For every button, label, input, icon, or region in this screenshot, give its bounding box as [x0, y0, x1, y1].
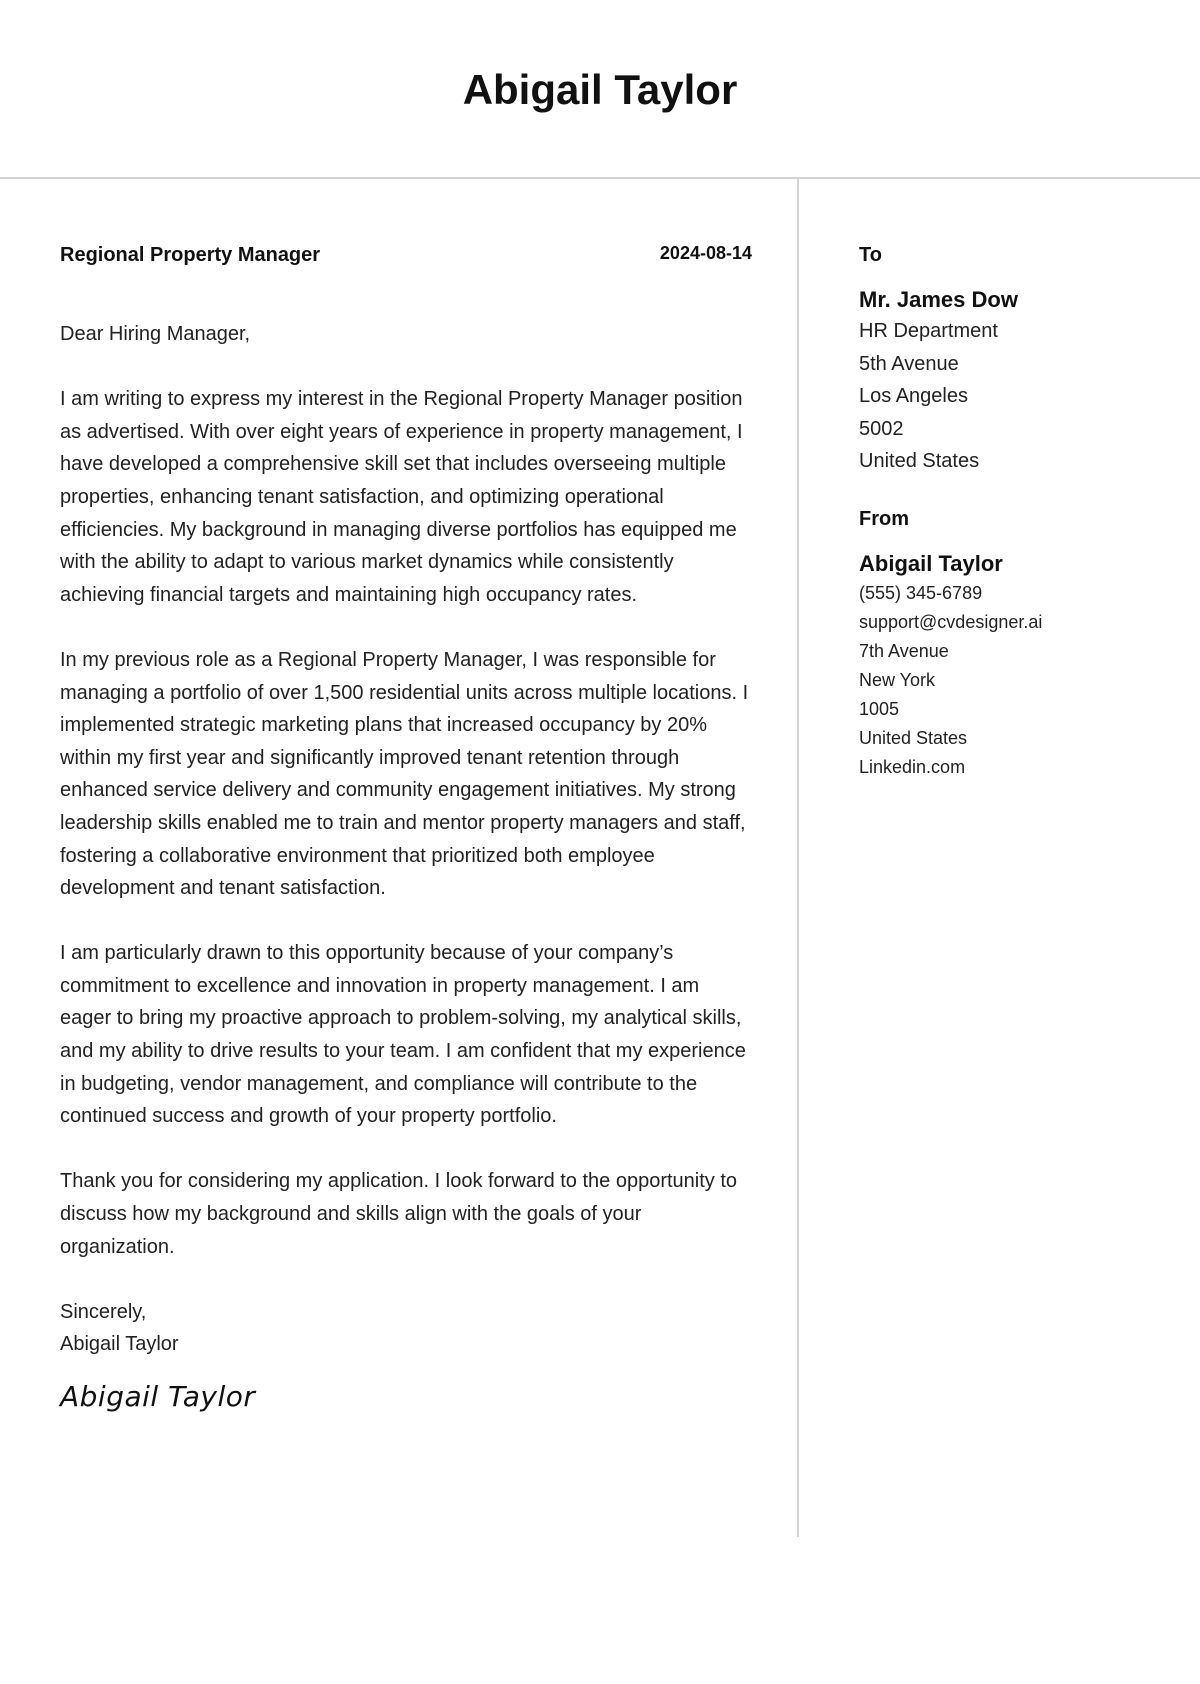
recipient-postal-code: 5002 — [859, 417, 904, 440]
recipient-city: Los Angeles — [859, 385, 968, 408]
sender-city: New York — [859, 669, 936, 690]
address-sidebar — [859, 241, 1159, 782]
sender-street: 7th Avenue — [859, 640, 949, 661]
letter-body-column — [60, 241, 752, 1415]
sender-phone: (555) 345-6789 — [859, 582, 983, 603]
recipient-name: Mr. James Dow — [859, 287, 1018, 312]
recipient-street: 5th Avenue — [859, 352, 959, 375]
paragraph-1: I am writing to express my interest in the Regional Property Manager position as advertised. With over eight years of experience in property management, I have developed a comprehensive skill set that includes overseeing multiple properties, enhancing tenant satisfaction, and optimizing operational efficiencies. My background in managing diverse portfolios has equipped me with the ability to adapt to various market dynamics while consistently achieving financial targets and maintaining high occupancy rates. — [60, 388, 743, 606]
recipient-country: United States — [859, 450, 980, 473]
handwritten-signature: Abigail Taylor — [60, 1380, 256, 1413]
greeting: Dear Hiring Manager, — [60, 323, 251, 345]
paragraph-4: Thank you for considering my application. I look forward to the opportunity to discuss how my background and skills align with the goals of your organization. — [60, 1170, 738, 1258]
applicant-name-title: Abigail Taylor — [462, 66, 738, 113]
letter-meta-row — [60, 241, 752, 271]
sender-website: Linkedin.com — [859, 756, 966, 777]
column-divider — [797, 179, 799, 1537]
paragraph-2: In my previous role as a Regional Property Manager, I was responsible for managing a portfolio of over 1,500 residential units across multiple locations. I implemented strategic marketing plans that increased occupancy by 20% within my first year and significantly improved tenant retention through enhanced service delivery and community engagement initiatives. My strong leadership skills enabled me to train and mentor property managers and staff, fostering a collaborative environment that prioritized both employee development and tenant satisfaction. — [60, 648, 749, 900]
letter-text — [60, 318, 752, 1415]
sender-name: Abigail Taylor — [859, 550, 1003, 576]
from-heading: From — [859, 507, 909, 530]
sender-postal-code: 1005 — [859, 698, 900, 719]
recipient-department: HR Department — [859, 320, 998, 342]
paragraph-3: I am particularly drawn to this opportunity because of your company’s commitment to excellence and innovation in property management. I am eager to bring my proactive approach to problem-solving, my analytical skills, and my ability to drive results to your team. I am confident that my experience in budgeting, vendor management, and compliance will contribute to the continued success and growth of your property portfolio. — [60, 942, 746, 1128]
to-heading: To — [859, 244, 882, 266]
closing: Sincerely, — [60, 1300, 147, 1323]
letter-date: 2024-08-14 — [659, 243, 752, 263]
letter-header — [0, 0, 1200, 179]
sender-country: United States — [859, 727, 968, 748]
sender-email: support@cvdesigner.ai — [859, 611, 1043, 632]
closing-name: Abigail Taylor — [60, 1333, 179, 1356]
job-title: Regional Property Manager — [60, 244, 321, 266]
